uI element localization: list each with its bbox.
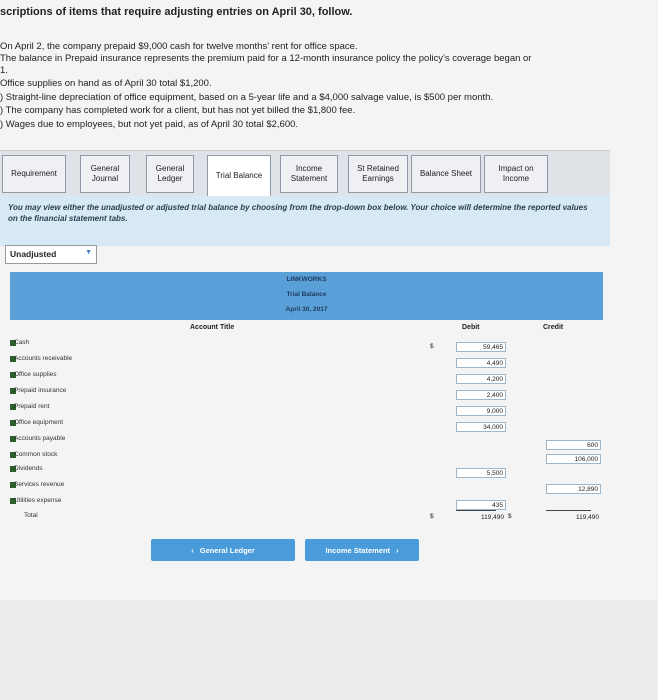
tab-income-statement[interactable]: Income Statement — [280, 155, 338, 193]
total-debit: 119,490 — [480, 514, 504, 521]
instruction-line: On April 2, the company prepaid $9,000 cash for twelve months' rent for office space. — [0, 41, 358, 52]
trial-balance-header — [10, 272, 603, 320]
credit-cell[interactable]: 600 — [546, 440, 601, 450]
debit-cell[interactable]: 59,465 — [456, 342, 506, 352]
col-credit: Credit — [543, 324, 564, 331]
col-account-title: Account Title — [190, 324, 235, 331]
statement-title: Trial Balance — [286, 291, 327, 298]
tab-trial-balance[interactable]: Trial Balance — [207, 155, 271, 197]
tab-bar — [0, 150, 610, 201]
credit-cell[interactable]: 106,000 — [546, 454, 601, 464]
dropdown-selected-value: Unadjusted — [10, 249, 57, 259]
account-cell: Accounts receivable — [14, 355, 73, 362]
prev-general-ledger-button[interactable] — [151, 539, 295, 561]
next-button-label: Income Statement — [325, 545, 391, 555]
instructions-heading: scriptions of items that require adjusting entries on April 30, follow. — [0, 6, 353, 18]
statement-date: April 30, 2017 — [285, 306, 328, 313]
col-debit: Debit — [462, 324, 480, 331]
chevron-right-icon: › — [396, 545, 399, 555]
total-row — [10, 512, 603, 523]
debit-cell[interactable]: 4,490 — [456, 358, 506, 368]
debit-cell[interactable]: 5,500 — [456, 468, 506, 478]
table-row — [10, 419, 603, 430]
info-text: You may view either the unadjusted or adjusted trial balance by choosing from the drop-down box below. Your choice will determine the reported values on the financial statement tabs. — [8, 203, 588, 223]
instruction-line: ) Wages due to employees, but not yet paid, as of April 30 total $2,600. — [0, 119, 299, 130]
table-row — [10, 371, 603, 382]
debit-cell[interactable]: 34,000 — [456, 422, 506, 432]
instruction-line: ) The company has completed work for a client, but has not yet billed the $1,800 fee. — [0, 105, 356, 116]
tab-general-journal[interactable]: General Journal — [80, 155, 130, 193]
prev-button-label: General Ledger — [199, 545, 255, 555]
account-cell: Cash — [14, 339, 30, 346]
debit-cell[interactable]: 4,200 — [456, 374, 506, 384]
trial-balance-type-dropdown[interactable] — [5, 245, 97, 264]
instruction-line: The balance in Prepaid insurance represents the premium paid for a 12-month insurance policy the policy's coverage began or — [0, 53, 532, 64]
table-row — [10, 497, 603, 508]
table-row — [10, 387, 603, 398]
account-cell: Prepaid insurance — [14, 387, 67, 394]
account-cell: Office equipment — [14, 419, 64, 426]
instruction-line: 1. — [0, 65, 8, 76]
credit-cell[interactable]: 12,890 — [546, 484, 601, 494]
tab-balance-sheet[interactable]: Balance Sheet — [411, 155, 481, 193]
chevron-left-icon: ‹ — [191, 545, 194, 555]
table-row — [10, 355, 603, 366]
debit-cell[interactable]: 2,400 — [456, 390, 506, 400]
info-band — [0, 196, 610, 246]
instruction-line: Office supplies on hand as of April 30 total $1,200. — [0, 78, 212, 89]
table-row — [10, 435, 603, 449]
tab-impact-on-income[interactable]: Impact on Income — [484, 155, 548, 193]
currency-symbol: $ — [508, 513, 512, 520]
tab-retained-earnings[interactable]: St Retained Earnings — [348, 155, 408, 193]
currency-symbol: $ — [430, 343, 434, 350]
debit-cell[interactable]: 435 — [456, 500, 506, 510]
table-row — [10, 339, 603, 350]
total-rule — [456, 510, 496, 511]
table-row — [10, 403, 603, 414]
total-label: Total — [24, 512, 38, 519]
chevron-down-icon: ▼ — [85, 249, 92, 256]
company-name: LINKWORKS — [286, 276, 327, 283]
account-cell: Services revenue — [14, 481, 65, 488]
next-income-statement-button[interactable] — [305, 539, 419, 561]
account-cell: Prepaid rent — [14, 403, 50, 410]
total-rule — [546, 510, 591, 511]
account-cell: Office supplies — [14, 371, 57, 378]
account-cell: Utilities expense — [14, 497, 62, 504]
instruction-line: ) Straight-line depreciation of office equipment, based on a 5-year life and a $4,000 salvage value, is $500 per month. — [0, 92, 494, 103]
tab-general-ledger[interactable]: General Ledger — [146, 155, 194, 193]
total-credit: 119,490 — [575, 514, 599, 521]
table-row — [10, 465, 603, 476]
account-cell: Common stock — [14, 451, 58, 458]
table-row — [10, 481, 603, 492]
table-row — [10, 451, 603, 462]
photo-bottom-area — [0, 600, 658, 700]
tab-requirement[interactable]: Requirement — [2, 155, 66, 193]
account-cell: Dividends — [14, 465, 43, 472]
debit-cell[interactable]: 9,000 — [456, 406, 506, 416]
account-cell: Accounts payable — [14, 435, 66, 442]
currency-symbol: $ — [430, 513, 434, 520]
